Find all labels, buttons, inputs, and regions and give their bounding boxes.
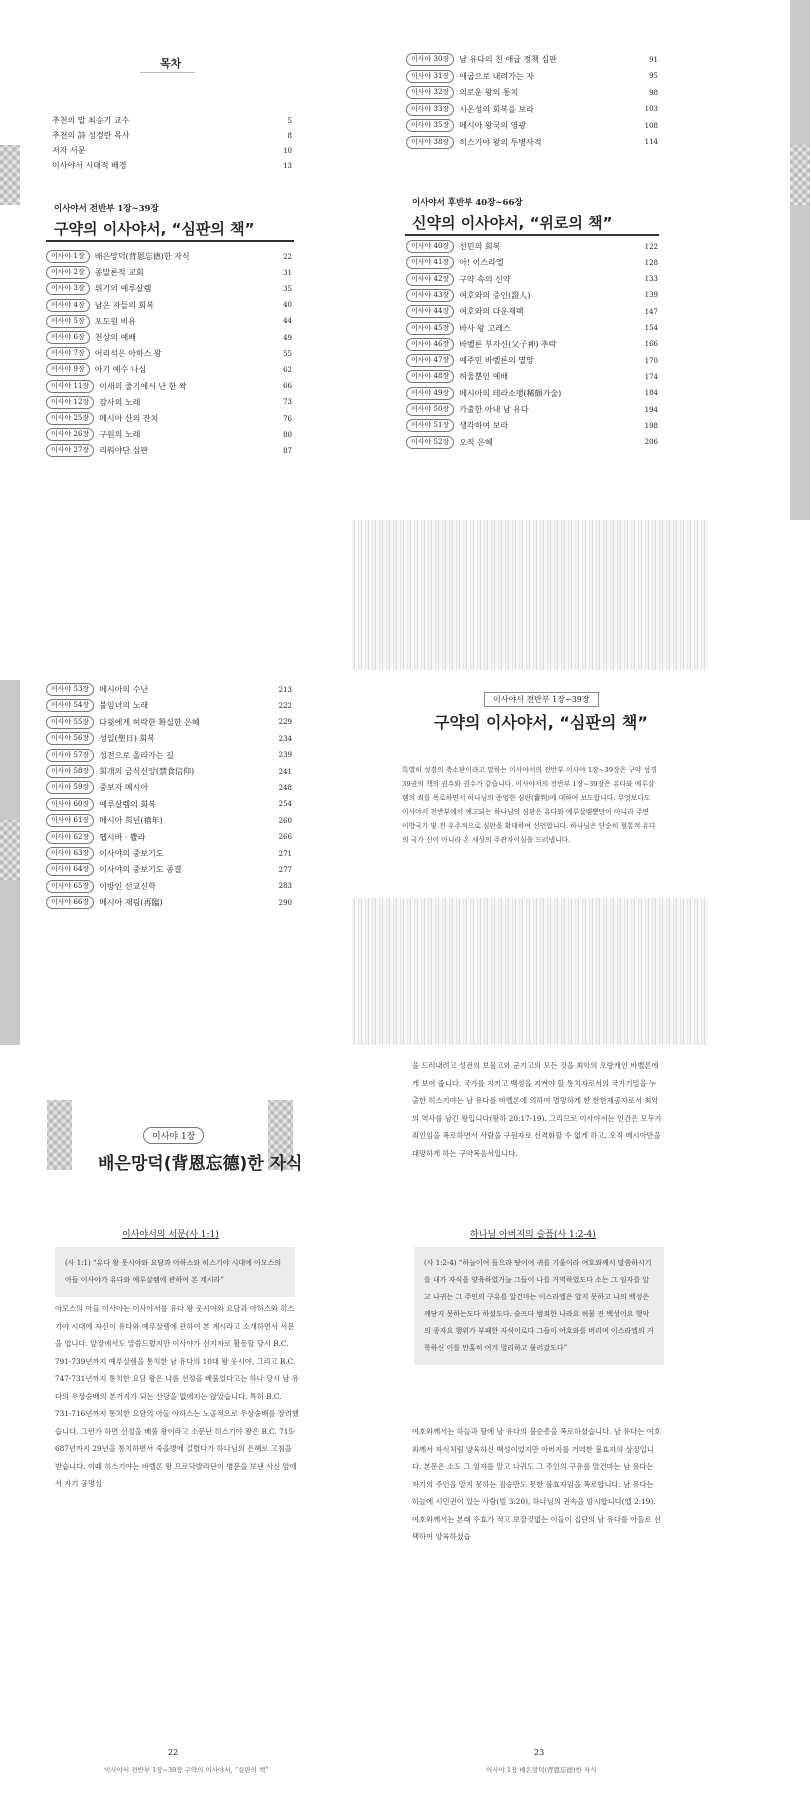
toc-row-title: 이사야의 중보기도 종결 [99,865,182,875]
toc-row-title: 메시아의 수난 [99,685,149,694]
part-opener-heading: 구약의 이사야서, “심판의 책” [434,713,648,732]
toc-row-page: 222 [278,701,292,710]
toc-row[interactable] [406,354,658,367]
part2-heading: 신약의 이사야서, “위로의 책” [412,214,613,232]
toc-row[interactable] [46,749,292,762]
toc-title: 목차 [160,57,182,70]
toc-row-title: 예루살렘의 회복 [99,799,156,809]
toc-row-title: 생각하여 보라 [459,421,509,431]
toc-row-page: 40 [283,301,292,310]
toc-row-page: 254 [278,800,292,809]
toc-title-rule [140,72,195,73]
toc-row-page: 147 [644,307,658,316]
toc-row-title: 저자 서문 [52,146,86,155]
toc-row[interactable] [406,103,658,116]
toc-row[interactable] [46,781,292,794]
toc-row-page: 13 [283,161,292,170]
toc-row[interactable] [406,240,658,253]
toc-row[interactable] [406,322,658,335]
part2-subtitle: 이사야서 후반부 40장~66장 [412,198,523,208]
toc-row[interactable] [46,396,292,409]
toc-row-page: 87 [283,446,292,455]
chapter-tag-pill: 이사야 55장 [46,716,94,729]
toc-row-page: 229 [278,718,292,727]
chapter-tag-pill: 이사야 60장 [46,798,94,811]
toc-row-title: 히스기야 왕의 투병사적 [459,137,542,147]
toc-row-title: 오직 은혜 [459,437,493,447]
decorative-band-left-2 [0,820,20,880]
paper-texture-top [352,520,708,670]
chapter-tag-pill: 이사야 64장 [46,863,94,876]
toc-row-title: 구약 속의 신약 [459,274,511,284]
chapter-tag-pill: 이사야 40장 [406,240,454,253]
toc-row[interactable] [406,387,658,400]
toc-row[interactable] [406,403,658,416]
part1-rule [46,240,294,242]
toc-row[interactable] [52,145,292,156]
toc-row-page: 290 [278,898,292,907]
toc-row-title: 천상의 예배 [94,333,136,342]
toc-row[interactable] [52,130,292,141]
chapter-body-left: 아모스의 아들 이사야는 이사야서를 유다 왕 웃시야와 요담과 아하스와 히스기야 시대에 자신이 유다와 예루살렘에 관하여 본 계시라고 소개하면서 서문을 엽니다. 앞장에서도 말씀드렸지만 이사야가 선지자로 활동할 당시 B.C. 791-739년까지 예루살렘을 통치한 남 유다의 10대 왕 웃시야, 그리고 B.C. 747-731년까지 통치한 요담 왕은 나름 선정을 베풀었다고는 하나 당시 남 유다의 우상숭배의 본거지가 되는 산당을 없애지는 않았습니다. 특히 B.C. 731-716년까지 통치한 요담의 아들 아하스는 노골적으로 우상숭배를 장려했습니다. 그런가 하면 선정을 베풀 왕이라고 소문난 히스기야 왕은 B.C. 715-687년까지 29년을 통치하면서 죽을병에 걸렸다가 하나님의 은혜로 고침을 받습니다. 이때 히스기야는 바벨론 왕 므로닥발라단이 병문을 보낸 사신 앞에서 자기 공명심 [55,1304,299,1488]
chapter-subhead-1: 이사야서의 서문(사 1:1) [122,1230,219,1240]
toc-row-title: 배은망덕(背恩忘德)한 자식 [94,252,190,261]
toc-row-page: 271 [278,849,292,858]
chapter-tag-pill: 이사야 33장 [406,103,454,116]
toc-row-title: 이방인 선교신학 [99,881,156,891]
toc-row-title: 바벨론 부자신(父子神) 추락 [459,339,557,349]
chapter-tag-pill: 이사야 61장 [46,814,94,827]
toc-row[interactable] [406,338,658,351]
chapter-tag-pill: 이사야 53장 [46,683,94,696]
toc-row-title: 선민의 회복 [459,242,501,251]
chapter-title: 배은망덕(背恩忘德)한 자식 [98,1154,303,1174]
chapter-tag-pill: 이사야 6장 [46,331,90,344]
toc-row[interactable] [46,444,292,457]
chapter-tag-pill: 이사야 27장 [46,444,94,457]
chapter-quote-1: (사 1:1) “유다 왕 웃시야와 요담과 아하스와 히스기야 시대에 아모스의 아들 이사야가 유다와 예루살렘에 관하여 본 계시라” [55,1247,295,1297]
chapter-tag-pill: 이사야 25장 [46,412,94,425]
toc-row-title: 헵시바 · 쁄라 [99,832,146,842]
toc-row-page: 260 [278,816,292,825]
toc-row-page: 139 [644,291,658,300]
toc-row-title: 예주민 바벨론의 멸망 [459,356,534,366]
toc-row[interactable] [46,412,292,425]
chapter-quote-2: (사 1:2-4) “하늘이여 들으라 땅이여 귀를 기울이라 여호와께서 말씀하시기를 내가 자식을 양육하였거늘 그들이 나를 거역하였도다 소는 그 임자를 알고 나귀는 그 주인의 구유를 알건마는 이스라엘은 알지 못하고 나의 백성은 깨닫지 못하는도다 하셨도다. 슬프다 범죄한 나라요 허물 진 백성이요 행악의 종자요 행위가 부패한 자식이로다 그들이 여호와를 버리며 이스라엘의 거룩하신 이를 만홀히 여겨 멀리하고 물러갔도다” [414,1247,664,1365]
chapter-tag-pill: 이사야 63장 [46,847,94,860]
decorative-band-left [0,145,20,205]
part2-rule [405,234,659,236]
toc-row[interactable] [46,380,292,393]
part1-heading: 구약의 이사야서, “심판의 책” [54,220,255,238]
chapter-tag-pill: 이사야 7장 [46,347,90,360]
toc-row-page: 49 [283,333,292,342]
chapter-tag-pill: 이사야 52장 [406,436,454,449]
chapter-tag-pill: 이사야 59장 [46,781,94,794]
paper-texture-bottom [352,898,708,1045]
toc-row-page: 234 [278,734,292,743]
toc-spread-2 [0,520,810,1045]
chapter-tag-pill: 이사야 65장 [46,880,94,893]
chapter-tag-pill: 이사야 50장 [406,403,454,416]
toc-row-page: 108 [644,121,658,130]
toc-row-title: 메시아 산의 잔치 [99,414,159,423]
toc-row-title: 포도원 비유 [94,316,136,326]
toc-row-page: 8 [287,131,292,140]
toc-row-page: 31 [283,268,292,277]
toc-row-title: 아! 이스라엘 [459,258,504,268]
toc-row-title: 불임녀의 노래 [99,701,149,711]
toc-row[interactable] [46,683,292,696]
toc-row-page: 22 [283,252,292,261]
page-number-right: 23 [534,1748,545,1757]
toc-row-title: 여호와의 다운재팩 [459,307,524,317]
chapter-spread [0,1045,810,1800]
toc-row-title: 어리석은 아하스 왕 [94,349,162,359]
toc-row-page: 35 [283,284,292,293]
toc-row-page: 206 [644,438,658,447]
toc-row-page: 266 [278,833,292,842]
toc-row-title: 성전으로 올라가는 길 [99,750,174,760]
toc-row[interactable] [46,814,292,827]
chapter-tag-pill: 이사야 62장 [46,831,94,844]
toc-row[interactable] [46,880,292,893]
chapter-tag-pill: 이사야 4장 [46,299,90,312]
toc-row-title: 다윗에게 허락한 확실한 은혜 [99,717,200,727]
toc-row-title: 종말론적 교회 [94,268,144,278]
toc-row[interactable] [406,305,658,318]
chapter-tag-pill: 이사야 31장 [406,70,454,83]
toc-row[interactable] [406,86,658,99]
toc-row-page: 174 [644,372,658,381]
toc-row-title: 추천의 말 최승기 교수 [52,116,130,125]
toc-row[interactable] [46,266,292,279]
toc-row-page: 184 [644,389,658,398]
toc-row-title: 메시아 희년(禧年) [99,816,163,826]
toc-row-page: 103 [644,105,658,113]
toc-row-page: 62 [283,365,292,374]
running-footer-left: 이사야서 전반부 1장~39장 구약의 이사야서, “심판의 책” [104,1766,269,1774]
toc-row-page: 198 [644,421,658,430]
toc-row-title: 의로운 왕의 통치 [459,88,519,97]
chapter-tag-pill: 이사야 58장 [46,765,94,778]
toc-row-page: 170 [644,356,658,365]
toc-row-page: 133 [644,275,658,284]
chapter-tag-pill: 이사야 43장 [406,289,454,302]
toc-row[interactable] [46,765,292,778]
chapter-tag-pill: 이사야 12장 [46,396,94,409]
toc-row-title: 시온성의 회복을 보라 [459,104,534,114]
toc-row-page: 241 [278,767,292,776]
decorative-band-right [790,145,810,205]
toc-row[interactable] [46,863,292,876]
toc-row[interactable] [46,363,292,376]
toc-row[interactable] [52,160,292,171]
chapter-tag-pill: 이사야 47장 [406,354,454,367]
chapter-body-right: 여호와께서는 하늘과 땅에 남 유다의 불순종을 폭로하셨습니다. 남 유다는 여호와께서 자식처럼 양육하신 백성이었지만 아버지를 거역한 불효자의 상징입니다. 본문은 소도 그 임자를 알고 나귀도 그 주인의 구유를 알건마는 남 유다는 자기의 주인을 알지 못하는 짐승만도 못한 불효자임을 폭로합니다. 남 유다는 하늘에 시민권이 있는 사람(빌 3:20), 하나님의 권속을 암시합니다(엡 2:19). 여호와께서는 본래 수효가 적고 보잘것없는 이들이 집단의 남 유다를 아들로 선택하여 양육하셨습 [412,1427,661,1541]
toc-row-page: 5 [287,116,292,125]
toc-row-page: 122 [644,242,658,251]
part-opener-body: 특별히 성경의 축소판이라고 말하는 이사야서의 전반부 이사야 1장~39장은 구약 성경 39권의 책의 권수와 권수가 같습니다. 이사야서의 전반부 1장~39장은 유다와 예루살렘의 죄를 폭로하면서 하나님의 준엄한 심판(審判)에 대하여 보도합니다. 무엇보다도 이사야서 전반부에서 예고되는 하나님의 심판은 유다와 예루살렘뿐만이 아니라 주변 이방국가 및 전 우주적으로 심판을 확대하여 선언합니다. 하나님은 단순히 혈통적 유다의 국가 신이 아니라 온 세상의 주관자이심을 드러냅니다. [402,766,657,844]
toc-row-page: 194 [644,405,658,414]
page-number-left: 22 [168,1748,179,1757]
toc-row[interactable] [46,299,292,312]
toc-row[interactable] [406,273,658,286]
toc-row-page: 114 [644,138,658,146]
toc-row-title: 남 유다의 친 애굽 정책 심판 [459,55,557,64]
toc-row-title: 여호와의 증인(證人) [459,290,531,300]
chapter-tag-pill: 이사야 2장 [46,266,90,279]
toc-row-title: 위기의 예루살렘 [94,284,152,294]
toc-row-title: 애굽으로 내려가는 자 [459,71,534,81]
chapter-tag-pill: 이사야 1장 [46,250,90,263]
chapter-tag-pill: 이사야 5장 [46,315,90,328]
chapter-tag-pill: 이사야 32장 [406,86,454,99]
toc-row[interactable] [406,436,658,449]
part-opener-label: 이사야서 전반부 1장~39장 [484,692,599,707]
toc-row-title: 아기 예수 나심 [94,365,147,375]
chapter-tag: 이사야 1장 [143,1127,204,1144]
chapter-tag-pill: 이사야 66장 [46,896,94,909]
toc-row-page: 128 [644,258,658,267]
toc-row-page: 80 [283,430,292,439]
toc-row-page: 95 [649,72,658,80]
toc-row-page: 91 [649,55,658,64]
toc-row[interactable] [406,256,658,269]
toc-row-title: 메시아 재림(再臨) [99,898,163,908]
chapter-tag-pill: 이사야 26장 [46,428,94,441]
toc-row-page: 10 [283,146,292,155]
toc-row[interactable] [46,347,292,360]
toc-row[interactable] [406,53,658,66]
chapter-tag-pill: 이사야 56장 [46,732,94,745]
toc-row-title: 리워야단 심판 [99,446,149,456]
toc-row-title: 감사의 노래 [99,397,141,407]
toc-row[interactable] [46,831,292,844]
toc-row[interactable] [46,282,292,295]
toc-row-page: 283 [278,882,292,891]
toc-row[interactable] [406,419,658,432]
toc-row-page: 239 [278,751,292,760]
toc-row-title: 추천의 詩 성경란 목사 [52,131,130,140]
toc-row[interactable] [46,250,292,263]
part1-subtitle: 이사야서 전반부 1장~39장 [54,204,159,214]
toc-row-title: 메시아의 테라소맹(稀頗가술) [459,388,562,398]
toc-row-page: 98 [649,88,658,97]
toc-row[interactable] [46,315,292,328]
toc-row-title: 허울뿐인 예배 [459,372,509,382]
toc-row-title: 구원의 노래 [99,430,141,440]
toc-row-page: 73 [283,398,292,407]
toc-row[interactable] [46,798,292,811]
toc-row-page: 66 [283,382,292,391]
chapter-subhead-2: 하나님 아버지의 슬픔(사 1:2-4) [470,1230,596,1240]
toc-spread-1 [0,0,810,520]
chapter-tag-pill: 이사야 44장 [406,305,454,318]
toc-row-title: 회개의 금식신앙(禁食信仰) [99,767,195,776]
toc-row-page: 154 [644,324,658,332]
chapter-tag-pill: 이사야 54장 [46,699,94,712]
toc-row-title: 바사 왕 고레스 [459,323,511,333]
chapter-body-right-top: 을 드러내려고 성전의 보물고와 군기고의 모든 것을 최악의 오랑캐인 바벨론에게 보여 줍니다. 국가를 지키고 백성을 지켜야 할 통치자로서의 국가기밀을 누출한 히스기야는 남 유다를 바벨론에 의하여 멸망하게 한 한한제공자로서 최악의 역사를 남긴 왕입니다(왕하 20:17-19). 그리므로 이사야서는 인간은 모두가 죄인임을 폭로하면서 사람을 구원자로 신격화할 수 없게 하고, 오직 메시아만을 대망하게 하는 구약복음서입니다. [412,1061,662,1158]
chapter-tag-pill: 이사야 35장 [406,119,454,132]
running-footer-right: 이사야 1장 배은망덕(背恩忘德)한 자식 [486,1766,597,1774]
toc-row-title: 남은 자들의 회복 [94,300,154,310]
toc-row-title: 가출한 아내 남 유다 [459,405,529,414]
toc-row[interactable] [46,716,292,729]
chapter-ornament-left [47,1100,72,1170]
toc-row-title: 이새의 줄기에서 난 한 싹 [99,381,187,391]
toc-row-title: 이사야의 중보기도 [99,849,164,858]
chapter-tag-pill: 이사야 48장 [406,370,454,383]
decorative-gray-band-right [790,0,810,520]
toc-row-title: 이사야서 시대적 배경 [52,161,127,170]
chapter-tag-pill: 이사야 45장 [406,322,454,335]
toc-row-page: 55 [283,349,292,358]
toc-row-page: 166 [644,340,658,349]
chapter-tag-pill: 이사야 42장 [406,273,454,286]
toc-row[interactable] [46,847,292,860]
toc-row-title: 중보자 메시아 [99,783,149,793]
chapter-tag-pill: 이사야 9장 [46,363,90,376]
toc-row[interactable] [46,732,292,745]
toc-row[interactable] [406,370,658,383]
chapter-tag-pill: 이사야 51장 [406,419,454,432]
chapter-tag-pill: 이사야 41장 [406,256,454,269]
toc-row-title: 성일(聖日) 회복 [99,734,155,744]
toc-row[interactable] [46,331,292,344]
toc-row-page: 76 [283,414,292,423]
chapter-tag-pill: 이사야 11장 [46,380,94,393]
chapter-tag-pill: 이사야 38장 [406,136,454,149]
toc-row[interactable] [46,699,292,712]
toc-row[interactable] [52,115,292,126]
chapter-tag-pill: 이사야 3장 [46,282,90,295]
chapter-tag-pill: 이사야 46장 [406,338,454,351]
chapter-tag-pill: 이사야 49장 [406,387,454,400]
toc-row-page: 277 [278,865,292,874]
toc-row-page: 44 [283,317,292,326]
toc-row[interactable] [406,70,658,83]
chapter-tag-pill: 이사야 57장 [46,749,94,762]
toc-row[interactable] [406,136,658,149]
toc-row[interactable] [46,428,292,441]
chapter-tag-pill: 이사야 30장 [406,53,454,66]
toc-row-page: 213 [278,685,292,694]
toc-row[interactable] [406,289,658,302]
toc-row[interactable] [406,119,658,132]
toc-row-title: 메시아 왕국의 영광 [459,121,527,130]
toc-row[interactable] [46,896,292,909]
toc-row-page: 248 [278,783,292,792]
